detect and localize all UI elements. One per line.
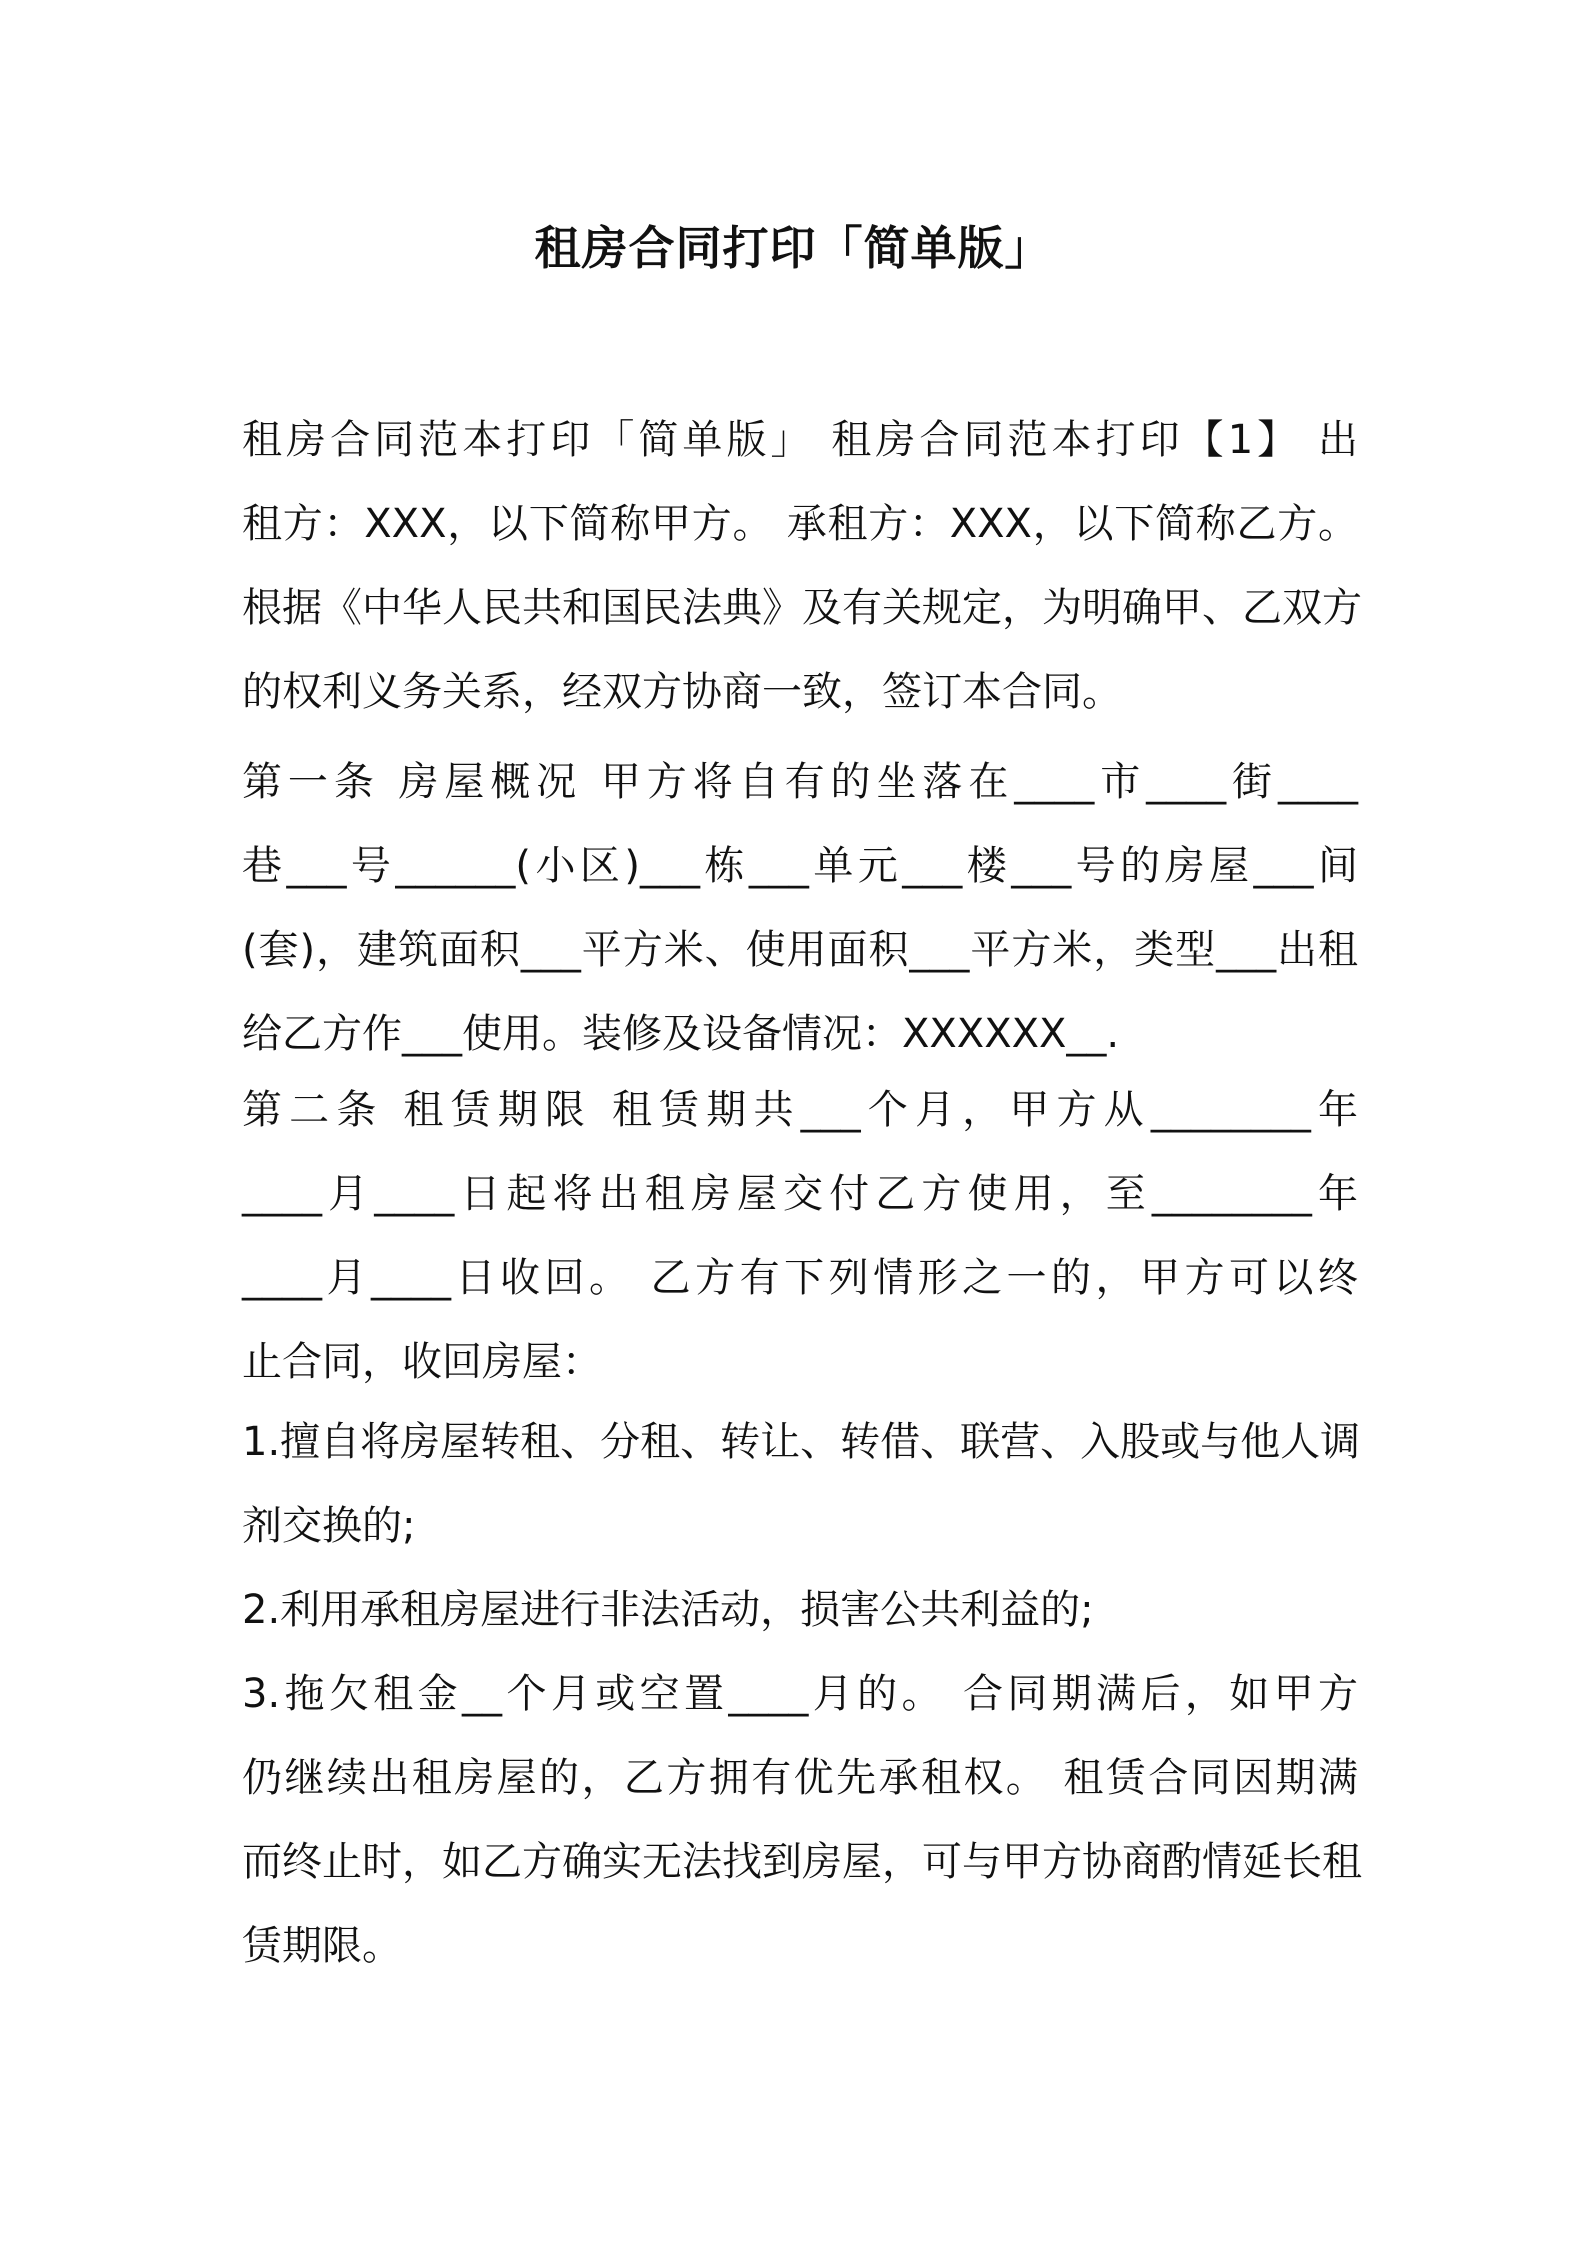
text-line: 租房合同范本打印「简单版」 租房合同范本打印【1】 出 <box>242 417 1358 463</box>
text-line: 的权利义务关系，经双方协商一致，签订本合同。 <box>242 669 1122 715</box>
text-line: ____月____日起将出租房屋交付乙方使用，至________年 <box>242 1171 1358 1217</box>
text-line: 赁期限。 <box>242 1923 402 1969</box>
clause-3 <box>242 1652 1362 1988</box>
text-line: 巷___号______(小区)___栋___单元___楼___号的房屋___间 <box>242 843 1358 889</box>
clause-1 <box>242 1400 1361 1568</box>
clause-2 <box>242 1568 1358 1652</box>
text-line: 租方：XXX，以下简称甲方。 承租方：XXX，以下简称乙方。 <box>242 501 1358 547</box>
text-line: ____月____日收回。 乙方有下列情形之一的，甲方可以终 <box>242 1255 1358 1301</box>
text-line: 剂交换的; <box>242 1503 416 1549</box>
text-line: 3.拖欠租金__个月或空置____月的。 合同期满后，如甲方 <box>242 1671 1358 1717</box>
text-line: 1.擅自将房屋转租、分租、转让、转借、联营、入股或与他人调 <box>242 1419 1361 1465</box>
document-title: 租房合同打印「简单版」 <box>534 221 1052 275</box>
article-1-property-overview <box>242 740 1358 1076</box>
text-line: 第二条 租赁期限 租赁期共___个月，甲方从________年 <box>242 1087 1358 1133</box>
text-line: 2.利用承租房屋进行非法活动，损害公共利益的; <box>242 1587 1094 1633</box>
article-2-lease-term <box>242 1068 1358 1404</box>
text-line: 给乙方作___使用。装修及设备情况：XXXXXX__. <box>242 1011 1120 1057</box>
text-line: 而终止时，如乙方确实无法找到房屋，可与甲方协商酌情延长租 <box>242 1839 1362 1885</box>
text-line: 止合同，收回房屋： <box>242 1339 602 1385</box>
paragraph-intro <box>242 398 1362 734</box>
text-line: 第一条 房屋概况 甲方将自有的坐落在____市____街____ <box>242 759 1358 805</box>
text-line: 根据《中华人民共和国民法典》及有关规定，为明确甲、乙双方 <box>242 585 1362 631</box>
text-line: (套)，建筑面积___平方米、使用面积___平方米，类型___出租 <box>242 927 1358 973</box>
text-line: 仍继续出租房屋的，乙方拥有优先承租权。 租赁合同因期满 <box>242 1755 1358 1801</box>
